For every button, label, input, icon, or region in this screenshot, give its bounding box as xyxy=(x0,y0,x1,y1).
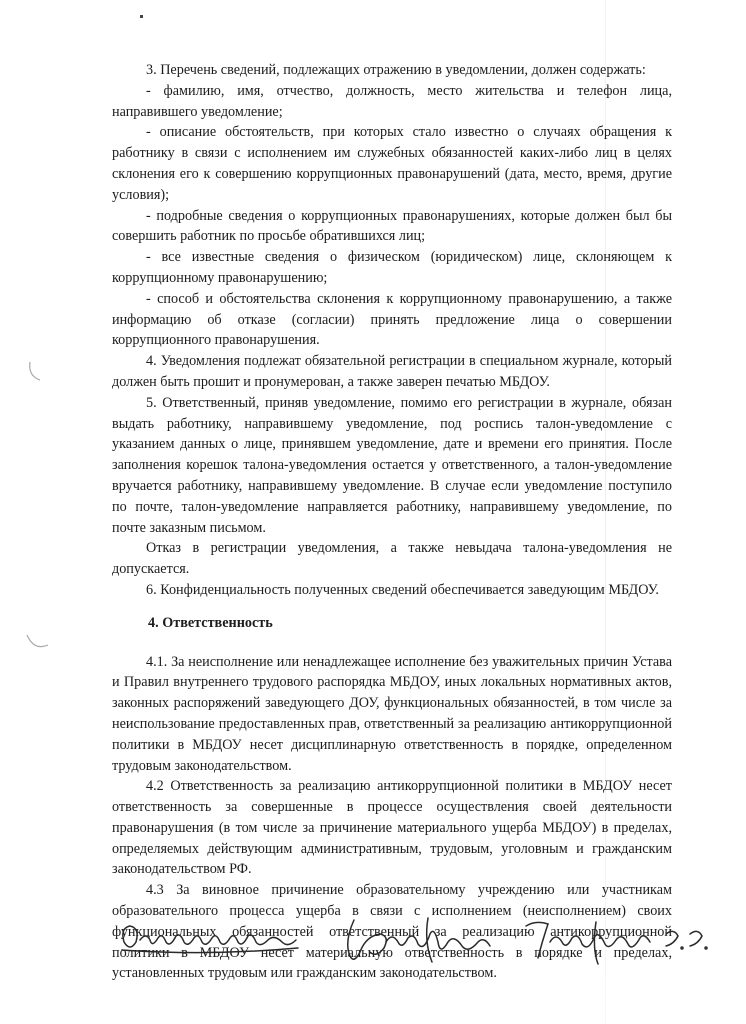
section-heading: 4. Ответственность xyxy=(148,614,273,631)
handwritten-signature xyxy=(118,912,708,972)
scan-speck xyxy=(140,15,143,18)
paragraph-3: 3. Перечень сведений, подлежащих отражению в уведомлении, должен содержать: xyxy=(146,62,646,78)
list-item: - описание обстоятельств, при которых стало известно о случаях обращения к работнику в связи с исполнением им служебных обязанностей каких-либо лиц в целях склонения его к совершению коррупционных правонарушений (дата, место, время, другие условия); xyxy=(112,124,672,203)
list-item: - способ и обстоятельства склонения к коррупционному правонарушению, а также информацию об отказе (согласии) принять предложение лица о совершении коррупционного правонарушения. xyxy=(112,290,672,349)
punch-hole-mark-top xyxy=(26,358,52,384)
paragraph-6: 6. Конфиденциальность полученных сведений обеспечивается заведующим МБДОУ. xyxy=(146,581,659,598)
list-item: - подробные сведения о коррупционных правонарушениях, которые должен был бы совершить работник по просьбе обратившихся лиц; xyxy=(112,207,672,245)
paragraph-4-1: 4.1. За неисполнение или ненадлежащее исполнение без уважительных причин Устава и Правил внутреннего трудового распорядка МБДОУ, иных локальных нормативных актов, законных распоряжений заведующего ДОУ, функциональных обязанностей, в том числе за неиспользование предоставленных прав, ответственный за реализацию антикоррупционной политики в МБДОУ несет дисциплинарную ответственность в порядке, определенном трудовым законодательством. xyxy=(112,653,672,774)
paragraph-4-2: 4.2 Ответственность за реализацию антикоррупционной политики в МБДОУ несет ответственность за совершенные в процессе осуществления своей деятельности правонарушения (в том числе за причинение материального ущерба МБДОУ) в пределах, определяемых действующим административным, трудовым, уголовным и гражданским законодательством РФ. xyxy=(112,778,672,878)
document-body xyxy=(112,60,672,984)
paragraph-4: 4. Уведомления подлежат обязательной регистрации в специальном журнале, который должен быть прошит и пронумерован, а также заверен печатью МБДОУ. xyxy=(112,353,672,390)
paragraph-5: 5. Ответственный, приняв уведомление, помимо его регистрации в журнале, обязан выдать работнику, направившему уведомление, под роспись талон-уведомление с указанием данных о лице, принявшем уведомление, дате и времени его принятия. После заполнения корешок талона-уведомления остается у ответственного, а талон-уведомление вручается работнику, направившему уведомление. В случае если уведомление поступило по почте, талон-уведомление направляется работнику, направившему уведомление, по почте заказным письмом. xyxy=(112,394,672,536)
punch-hole-mark-bottom xyxy=(24,625,54,655)
paragraph-4-3: 4.3 За виновное причинение образовательному учреждению или участникам образовательного процесса ущерба в связи с исполнением (неисполнением) своих функциональных обязанностей ответственный за реализацию антикоррупционной политики в МБДОУ несет материальную ответственность в порядке и пределах, установленных трудовым или гражданским законодательством. xyxy=(112,882,672,982)
list-item: - все известные сведения о физическом (юридическом) лице, склоняющем к коррупционному правонарушению; xyxy=(112,249,672,286)
paragraph-5-refusal: Отказ в регистрации уведомления, а также невыдача талона-уведомления не допускается. xyxy=(112,540,672,578)
list-item: - фамилию, имя, отчество, должность, место жительства и телефон лица, направившего уведомление; xyxy=(112,82,672,120)
